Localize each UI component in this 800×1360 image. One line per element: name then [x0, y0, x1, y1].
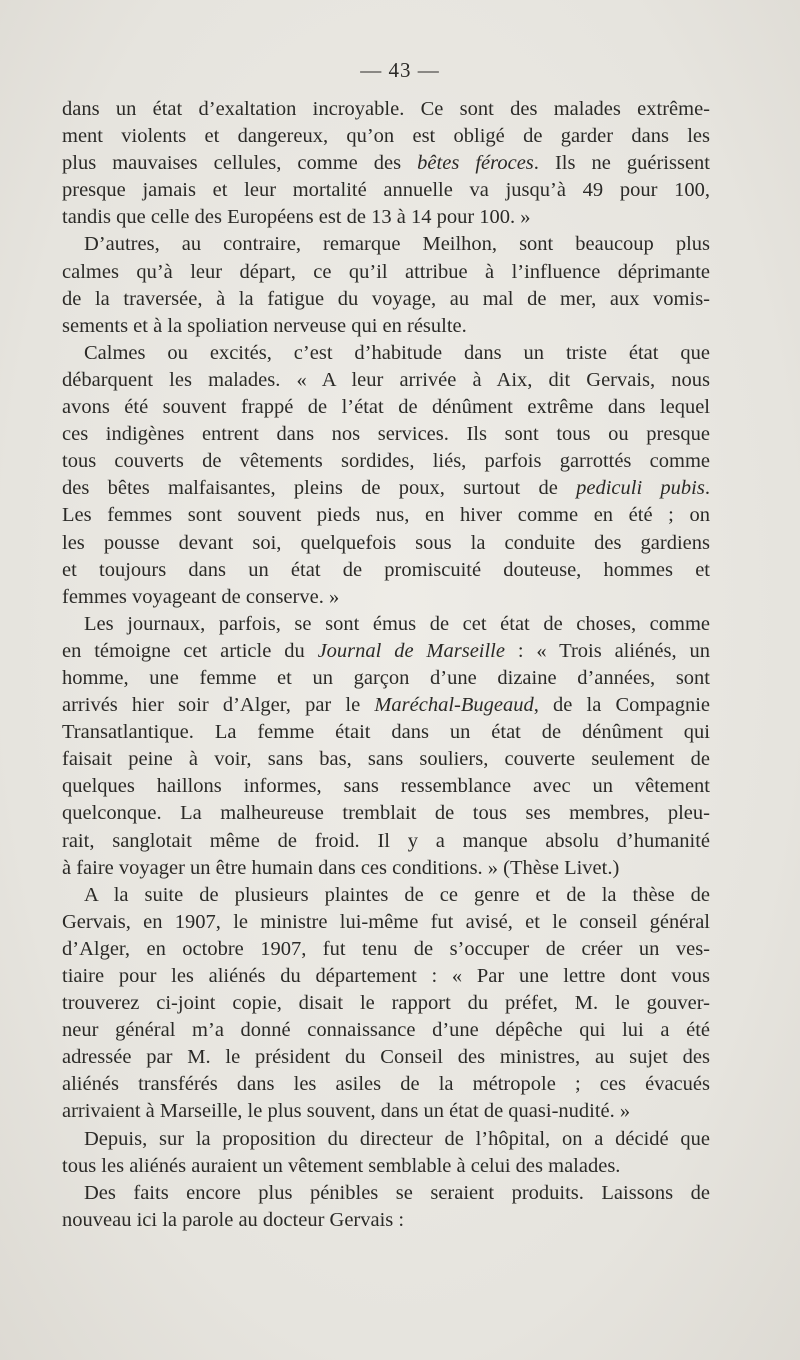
text-line: sements et à la spoliation nerveuse qui en résulte.: [62, 314, 467, 337]
paragraph-7: [62, 1180, 710, 1234]
text-line: avons été souvent frappé de l’état de dénûment extrême dans lequel: [62, 396, 710, 419]
text-line: neur général m’a donné connaissance d’une dépêche qui lui a été: [62, 1019, 710, 1042]
text-line: ment violents et dangereux, qu’on est obligé de garder dans les: [62, 125, 710, 148]
text-line: quelques haillons informes, sans ressemblance avec un vêtement: [62, 775, 710, 798]
paragraph-4: [62, 611, 710, 882]
text-line: débarquent les malades. « A leur arrivée à Aix, dit Gervais, nous: [62, 368, 710, 391]
text-line: ces indigènes entrent dans nos services. Ils sont tous ou presque: [62, 423, 710, 446]
text-line: Gervais, en 1907, le ministre lui-même fut avisé, et le conseil général: [62, 910, 710, 933]
text-line: arrivés hier soir d’Alger, par le Maréchal-Bugeaud, de la Compagnie: [62, 694, 711, 717]
text-line: tiaire pour les aliénés du département : « Par une lettre dont vous: [62, 965, 710, 987]
text-line: Calmes ou excités, c’est d’habitude dans un triste état que: [84, 341, 710, 364]
paragraph-2: [62, 231, 710, 339]
text-line: tous les aliénés auraient un vêtement semblable à celui des malades.: [62, 1154, 621, 1177]
text-line: des bêtes malfaisantes, pleins de poux, surtout de pediculi pubis.: [62, 477, 710, 500]
text-line: faisait peine à voir, sans bas, sans souliers, couverte seulement de: [62, 748, 710, 771]
text-line: Les femmes sont souvent pieds nus, en hiver comme en été ; on: [62, 504, 710, 527]
text-line: de la traversée, à la fatigue du voyage, au mal de mer, aux vomis-: [62, 287, 710, 310]
body-text: [62, 96, 710, 1234]
text-line: Les journaux, parfois, se sont émus de cet état de choses, comme: [84, 612, 710, 635]
page-number: — 43 —: [360, 58, 440, 82]
italic-phrase: bêtes féroces: [417, 152, 534, 175]
text-line: rait, sanglotait même de froid. Il y a manque absolu d’humanité: [62, 829, 710, 852]
text-line: d’Alger, en octobre 1907, fut tenu de s’occuper de créer un ves-: [62, 937, 710, 960]
paragraph-3: [62, 340, 710, 611]
paragraph-6: [62, 1126, 710, 1180]
text-line: et toujours dans un état de promiscuité douteuse, hommes et: [62, 558, 710, 581]
text-line: A la suite de plusieurs plaintes de ce genre et de la thèse de: [84, 883, 710, 906]
text-line: presque jamais et leur mortalité annuelle va jusqu’à 49 pour 100,: [62, 179, 710, 202]
text-line: en témoigne cet article du Journal de Marseille : « Trois aliénés, un: [62, 639, 710, 662]
text-line: tous couverts de vêtements sordides, liés, parfois garrottés comme: [62, 450, 710, 473]
text-line: les pousse devant soi, quelquefois sous la conduite des gardiens: [62, 531, 710, 554]
italic-phrase: Maréchal-Bugeaud: [374, 694, 534, 717]
text-line: quelconque. La malheureuse tremblait de tous ses membres, pleu-: [62, 802, 710, 825]
text-line: aliénés transférés dans les asiles de la métropole ; ces évacués: [62, 1073, 710, 1096]
text-line: calmes qu’à leur départ, ce qu’il attribue à l’influence déprimante: [62, 260, 710, 283]
text-line: plus mauvaises cellules, comme des bêtes féroces. Ils ne guérissent: [62, 152, 710, 175]
text-line: homme, une femme et un garçon d’une dizaine d’années, sont: [62, 666, 710, 689]
text-line: Transatlantique. La femme était dans un état de dénûment qui: [62, 721, 710, 744]
text-line: adressée par M. le président du Conseil des ministres, au sujet des: [62, 1046, 710, 1069]
paragraph-5: [62, 882, 710, 1126]
text-line: tandis que celle des Européens est de 13 à 14 pour 100. »: [62, 206, 531, 229]
text-line: trouverez ci-joint copie, disait le rapport du préfet, M. le gouver-: [62, 992, 710, 1015]
text-line: arrivaient à Marseille, le plus souvent, dans un état de quasi-nudité. »: [62, 1100, 631, 1123]
italic-phrase: Journal de Marseille: [317, 639, 505, 662]
italic-phrase: pediculi pubis: [576, 477, 705, 500]
text-line: Depuis, sur la proposition du directeur de l’hôpital, on a décidé que: [84, 1127, 710, 1150]
text-line: femmes voyageant de conserve. »: [62, 585, 340, 608]
text-line: à faire voyager un être humain dans ces conditions. » (Thèse Livet.): [62, 856, 620, 879]
text-line: D’autres, au contraire, remarque Meilhon, sont beaucoup plus: [84, 233, 710, 256]
text-line: Des faits encore plus pénibles se seraient produits. Laissons de: [84, 1181, 710, 1204]
text-line: dans un état d’exaltation incroyable. Ce sont des malades extrême-: [62, 98, 710, 120]
text-line: nouveau ici la parole au docteur Gervais :: [62, 1208, 405, 1231]
paragraph-1: [62, 96, 710, 231]
